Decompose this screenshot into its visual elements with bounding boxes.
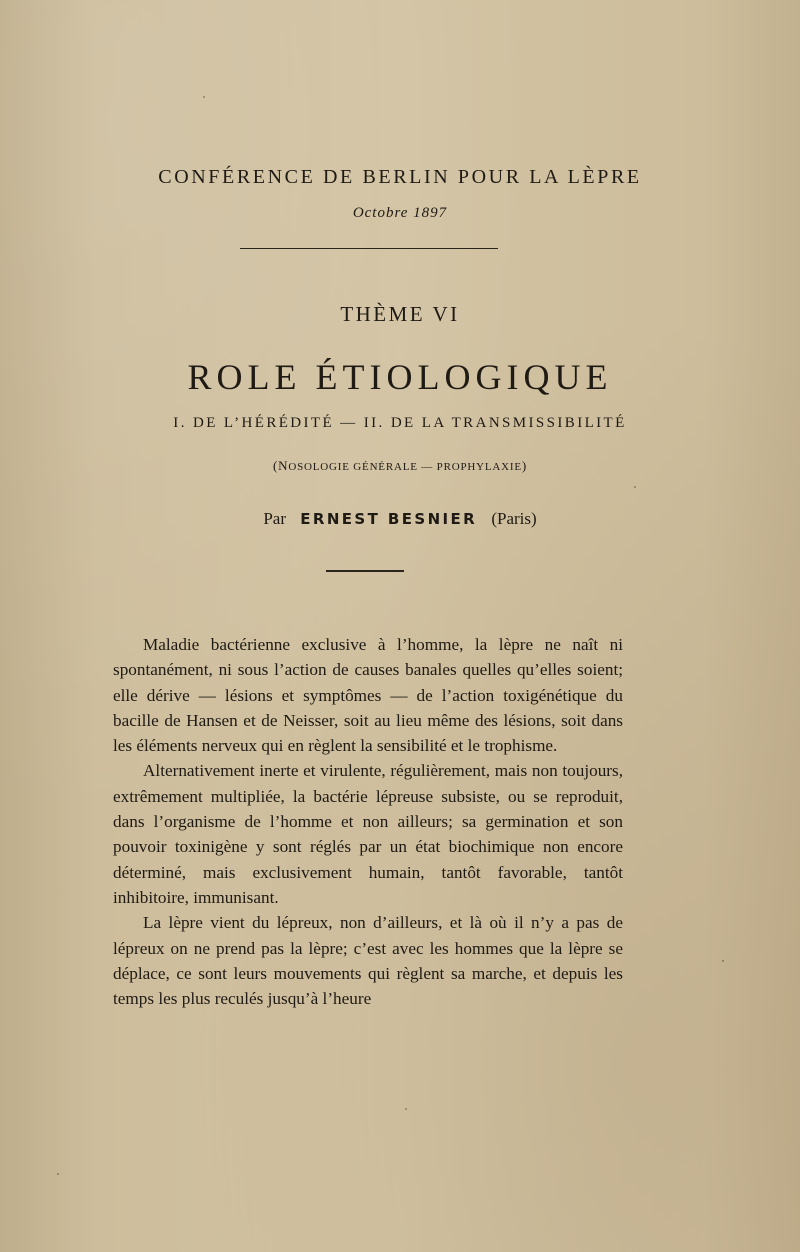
nosologie-initial: N: [278, 458, 289, 473]
conference-heading: CONFÉRENCE DE BERLIN POUR LA LÈPRE: [158, 166, 642, 188]
nosologie-text: OSOLOGIE GÉNÉRALE — PROPHYLAXIE: [288, 461, 522, 473]
paragraph: Alternativement inerte et virulente, régulièrement, mais non toujours, extrêmement multipliée, la bactérie lépreuse subsiste, ou se reproduit, dans l’organisme de l’homme et non ailleurs; sa germination et son pouvoir toxinigène y sont réglés par un état biochimique non encore déterminé, mais exclusivement humain, tantôt favorable, tantôt inhibitoire, immunisant.: [113, 761, 623, 907]
body-text: [113, 632, 623, 1011]
author-place: (Paris): [491, 509, 537, 528]
paper-speck: [634, 486, 636, 488]
byline-prefix: Par: [263, 509, 286, 528]
nosologie-close: ): [521, 458, 527, 473]
conference-date: Octobre 1897: [352, 205, 448, 221]
subtitle: I. DE L’HÉRÉDITÉ — II. DE LA TRANSMISSIBILITÉ: [173, 415, 627, 431]
paper-speck: [405, 1108, 407, 1110]
theme-heading: THÈME VI: [340, 302, 460, 326]
page-title: ROLE ÉTIOLOGIQUE: [187, 357, 613, 397]
divider-bottom: [326, 570, 404, 572]
paper-speck: [203, 96, 205, 98]
paragraph: Maladie bactérienne exclusive à l’homme, la lèpre ne naît ni spontanément, ni sous l’action de causes banales quelles qu’elles soient; elle dérive — lésions et symptômes — de l’action toxigénétique du bacille de Hansen et de Neisser, soit au lieu même des lésions, soit dans les éléments nerveux qui en règlent la sensibilité et le trophisme.: [113, 635, 623, 756]
nosologie-line: [0, 458, 800, 474]
author-name: ERNEST BESNIER: [300, 510, 478, 528]
paper-speck: [57, 1173, 59, 1175]
nosologie-open: (: [273, 458, 279, 473]
paragraph: La lèpre vient du lépreux, non d’ailleurs, et là où il n’y a pas de lépreux on ne prend pas la lèpre; c’est avec les hommes que la lèpre se déplace, ce sont leurs mouvements qui règlent sa marche, et depuis les temps les plus reculés jusqu’à l’heure: [113, 913, 623, 1009]
byline: [0, 509, 800, 529]
divider-top: [240, 248, 498, 249]
paper-speck: [722, 960, 724, 962]
